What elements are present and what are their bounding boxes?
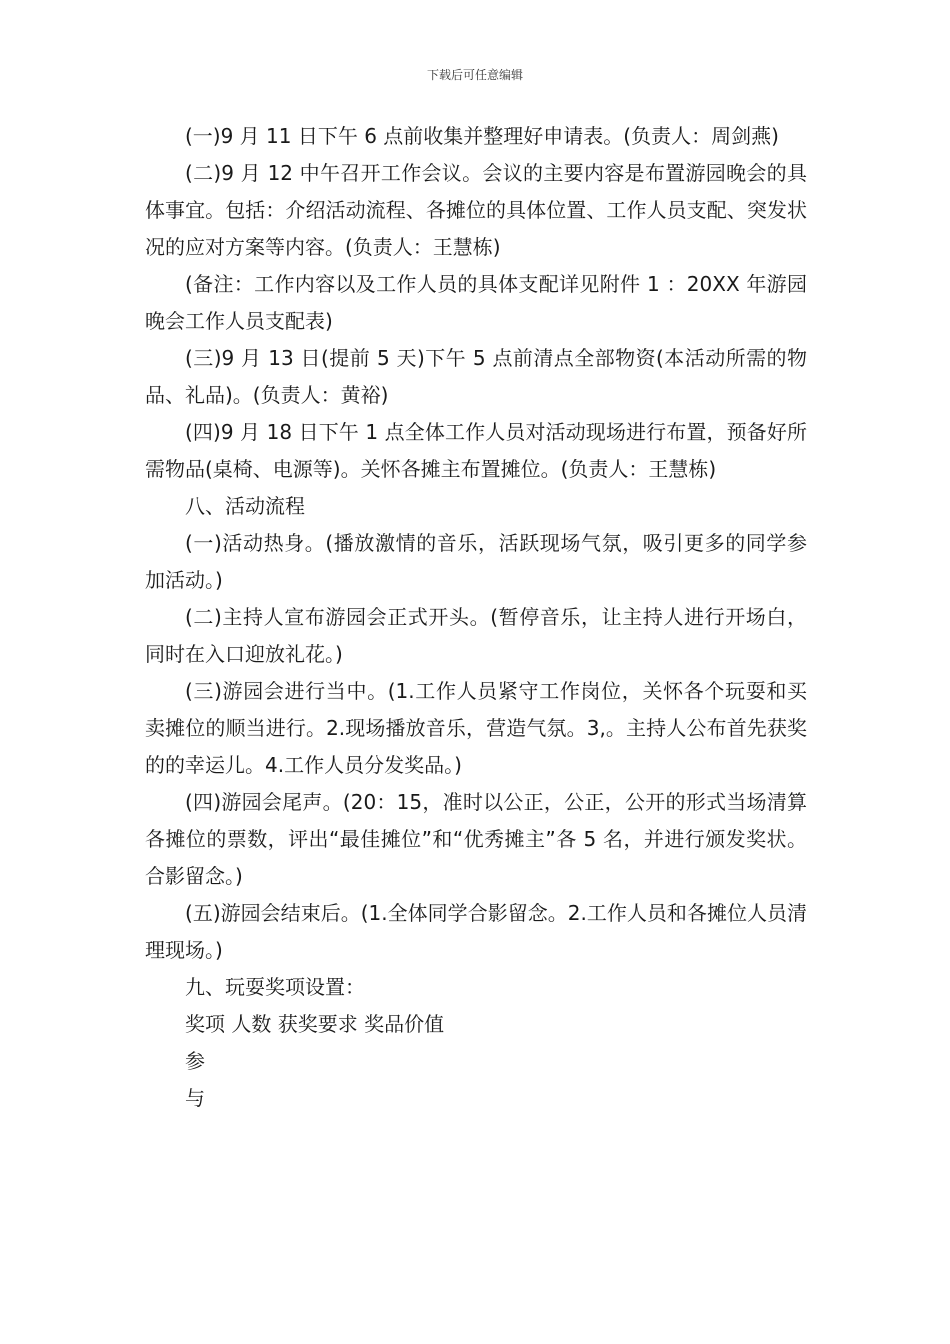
section-heading-activity-flow: 八、活动流程 [185, 494, 305, 518]
document-body [145, 118, 807, 1117]
paragraph-2: (二)9 月 12 中午召开工作会议。会议的主要内容是布置游园晚会的具体事宜。包括：介绍活动流程、各摊位的具体位置、工作人员支配、突发状况的应对方案等内容。(负责人：王慧栋) [145, 161, 807, 259]
paragraph-3: (三)9 月 13 日(提前 5 天)下午 5 点前清点全部物资(本活动所需的物品、礼品)。(负责人：黄裕) [145, 346, 807, 407]
awards-table-cell: 参 [185, 1049, 205, 1073]
paragraph-4: (四)9 月 18 日下午 1 点全体工作人员对活动现场进行布置，预备好所需物品(桌椅、电源等)。关怀各摊主布置摊位。(负责人：王慧栋) [145, 420, 807, 481]
flow-step-4: (四)游园会尾声。(20：15，准时以公正，公正，公开的形式当场清算各摊位的票数，评出“最佳摊位”和“优秀摊主”各 5 名，并进行颁发奖状。合影留念。) [145, 790, 807, 888]
paragraph-1: (一)9 月 11 日下午 6 点前收集并整理好申请表。(负责人：周剑燕) [185, 124, 779, 148]
awards-table-header: 奖项 人数 获奖要求 奖品价值 [185, 1012, 445, 1036]
section-heading-awards: 九、玩耍奖项设置： [185, 975, 365, 999]
flow-step-2: (二)主持人宣布游园会正式开头。(暂停音乐，让主持人进行开场白，同时在入口迎放礼花。) [145, 605, 807, 666]
paragraph-remark: (备注：工作内容以及工作人员的具体支配详见附件 1 ：20XX 年游园晚会工作人员支配表) [145, 272, 807, 333]
flow-step-5: (五)游园会结束后。(1.全体同学合影留念。2.工作人员和各摊位人员清理现场。) [145, 901, 807, 962]
page-header-note: 下载后可任意编辑 [426, 68, 523, 82]
awards-table-cell: 与 [185, 1086, 205, 1110]
flow-step-3: (三)游园会进行当中。(1.工作人员紧守工作岗位，关怀各个玩耍和买卖摊位的顺当进行。2.现场播放音乐，营造气氛。3,。主持人公布首先获奖的的幸运儿。4.工作人员分发奖品。) [145, 679, 807, 777]
flow-step-1: (一)活动热身。(播放激情的音乐，活跃现场气氛，吸引更多的同学参加活动。) [145, 531, 807, 592]
